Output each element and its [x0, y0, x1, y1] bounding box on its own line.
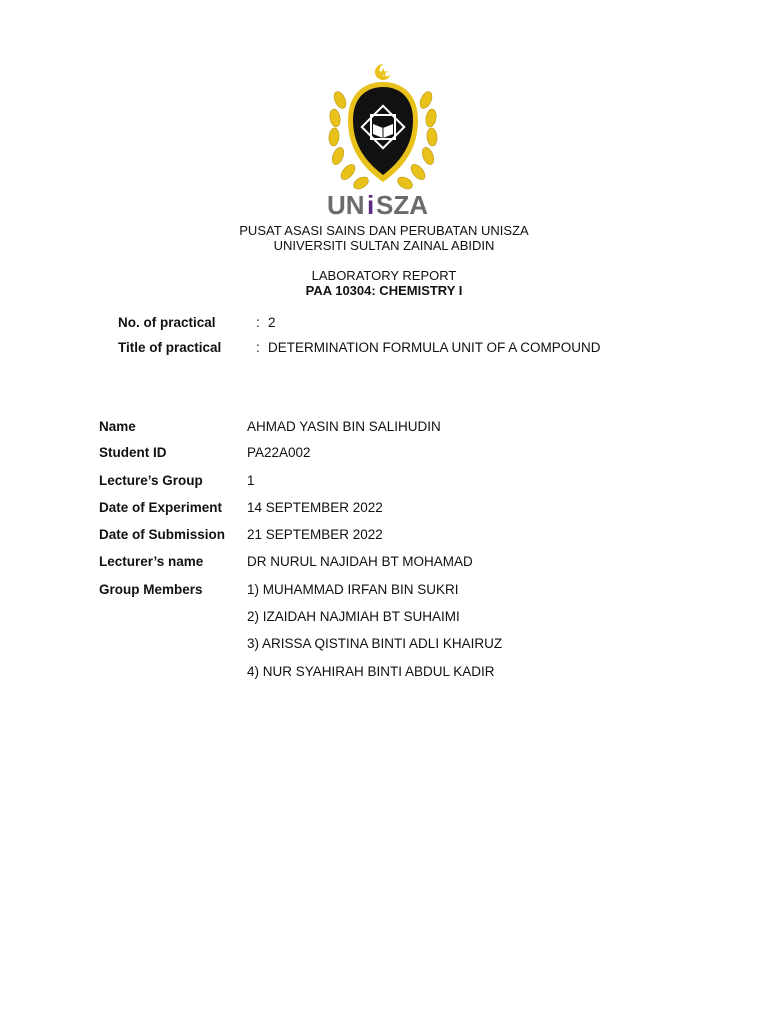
- report-type: LABORATORY REPORT: [311, 268, 457, 283]
- info-label: Group Members: [99, 582, 203, 597]
- course-code: PAA 10304: CHEMISTRY I: [305, 283, 463, 298]
- info-label: Date of Submission: [99, 527, 226, 542]
- logo-wordmark-right: SZA: [376, 190, 428, 218]
- institution-line-1: PUSAT ASASI SAINS DAN PERUBATAN UNISZA: [239, 223, 529, 238]
- info-label: Date of Experiment: [99, 500, 223, 515]
- info-label: Lecture’s Group: [99, 473, 203, 488]
- unisza-logo: [326, 60, 440, 218]
- info-value: AHMAD YASIN BIN SALIHUDIN: [247, 419, 441, 434]
- info-label: Lecturer’s name: [99, 554, 204, 569]
- practical-title-label: Title of practical: [118, 340, 222, 355]
- report-header: [0, 268, 768, 298]
- logo-wordmark-i: i: [367, 190, 375, 218]
- info-label: Name: [99, 419, 136, 434]
- info-value: 1) MUHAMMAD IRFAN BIN SUKRI: [247, 582, 459, 597]
- unisza-crest-icon: [326, 60, 440, 218]
- practical-number-colon: :: [256, 315, 260, 330]
- info-value: 3) ARISSA QISTINA BINTI ADLI KHAIRUZ: [247, 636, 503, 651]
- institution-header: [0, 223, 768, 253]
- practical-title-value: DETERMINATION FORMULA UNIT OF A COMPOUND: [268, 340, 601, 355]
- institution-line-2: UNIVERSITI SULTAN ZAINAL ABIDIN: [273, 238, 495, 253]
- practical-number-value: 2: [268, 315, 276, 330]
- practical-title-colon: :: [256, 340, 260, 355]
- info-value: 4) NUR SYAHIRAH BINTI ABDUL KADIR: [247, 664, 495, 679]
- logo-wordmark-left: UN: [327, 190, 365, 218]
- info-value: PA22A002: [247, 445, 311, 460]
- info-value: DR NURUL NAJIDAH BT MOHAMAD: [247, 554, 473, 569]
- info-value: 21 SEPTEMBER 2022: [247, 527, 383, 542]
- info-value: 1: [247, 473, 255, 488]
- info-value: 14 SEPTEMBER 2022: [247, 500, 383, 515]
- info-value: 2) IZAIDAH NAJMIAH BT SUHAIMI: [247, 609, 460, 624]
- info-label: Student ID: [99, 445, 167, 460]
- practical-number-label: No. of practical: [118, 315, 216, 330]
